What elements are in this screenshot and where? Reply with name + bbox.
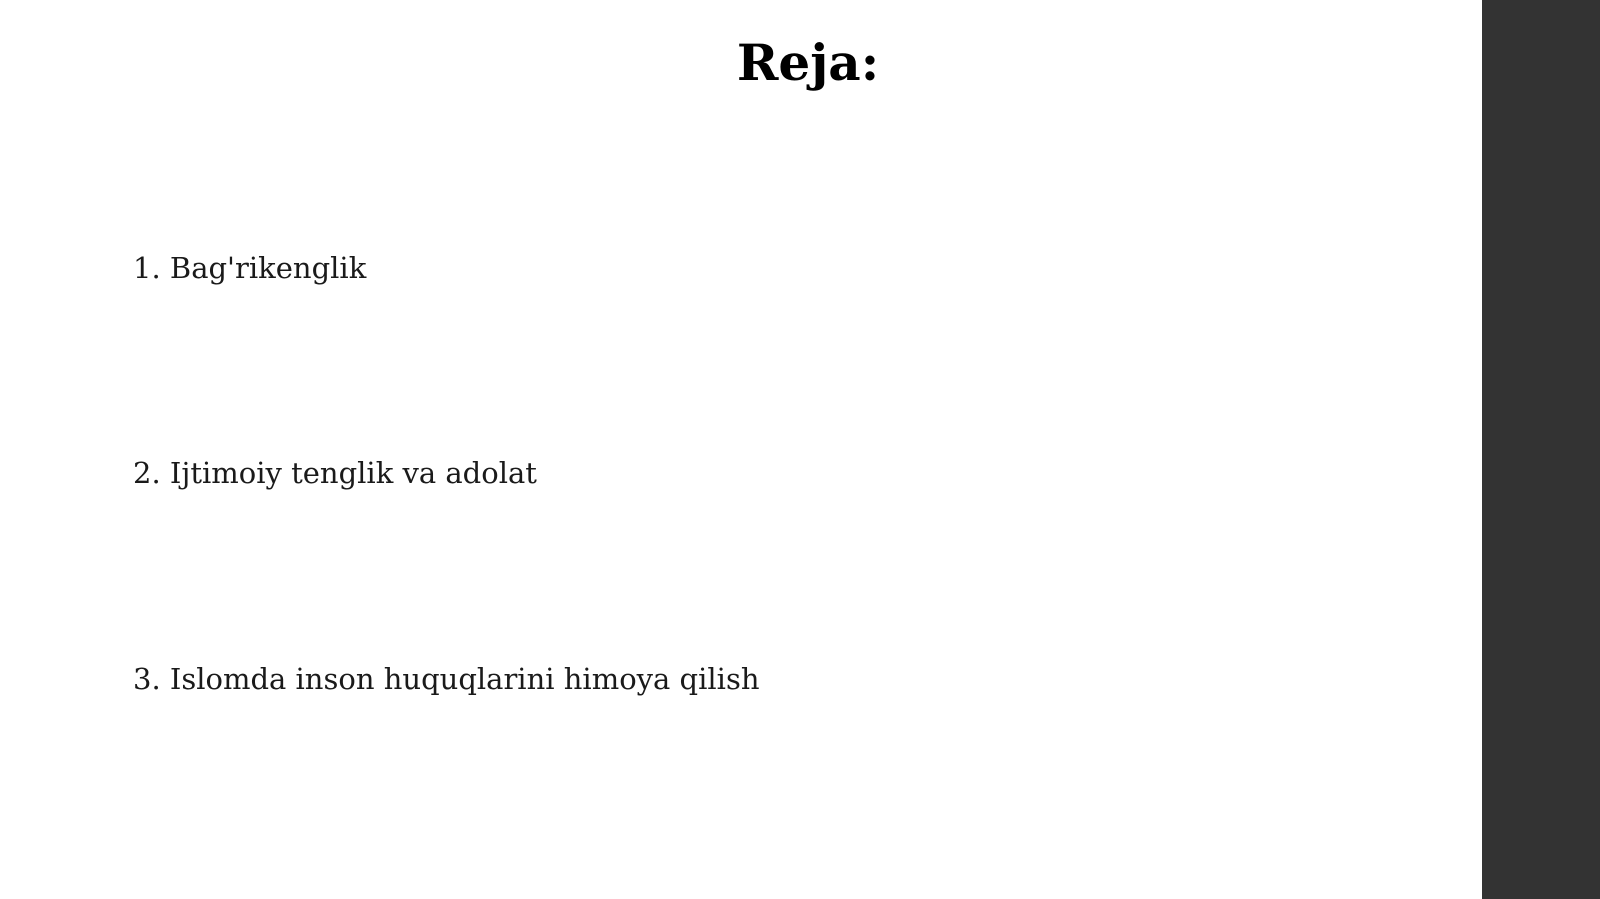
plan-item-2: 2. Ijtimoiy tenglik va adolat <box>133 456 537 490</box>
plan-item-3: 3. Islomda inson huquqlarini himoya qilish <box>133 662 760 696</box>
plan-item-1: 1. Bag'rikenglik <box>133 251 367 285</box>
side-bar <box>1482 0 1600 899</box>
slide-title: Reja: <box>736 33 880 92</box>
